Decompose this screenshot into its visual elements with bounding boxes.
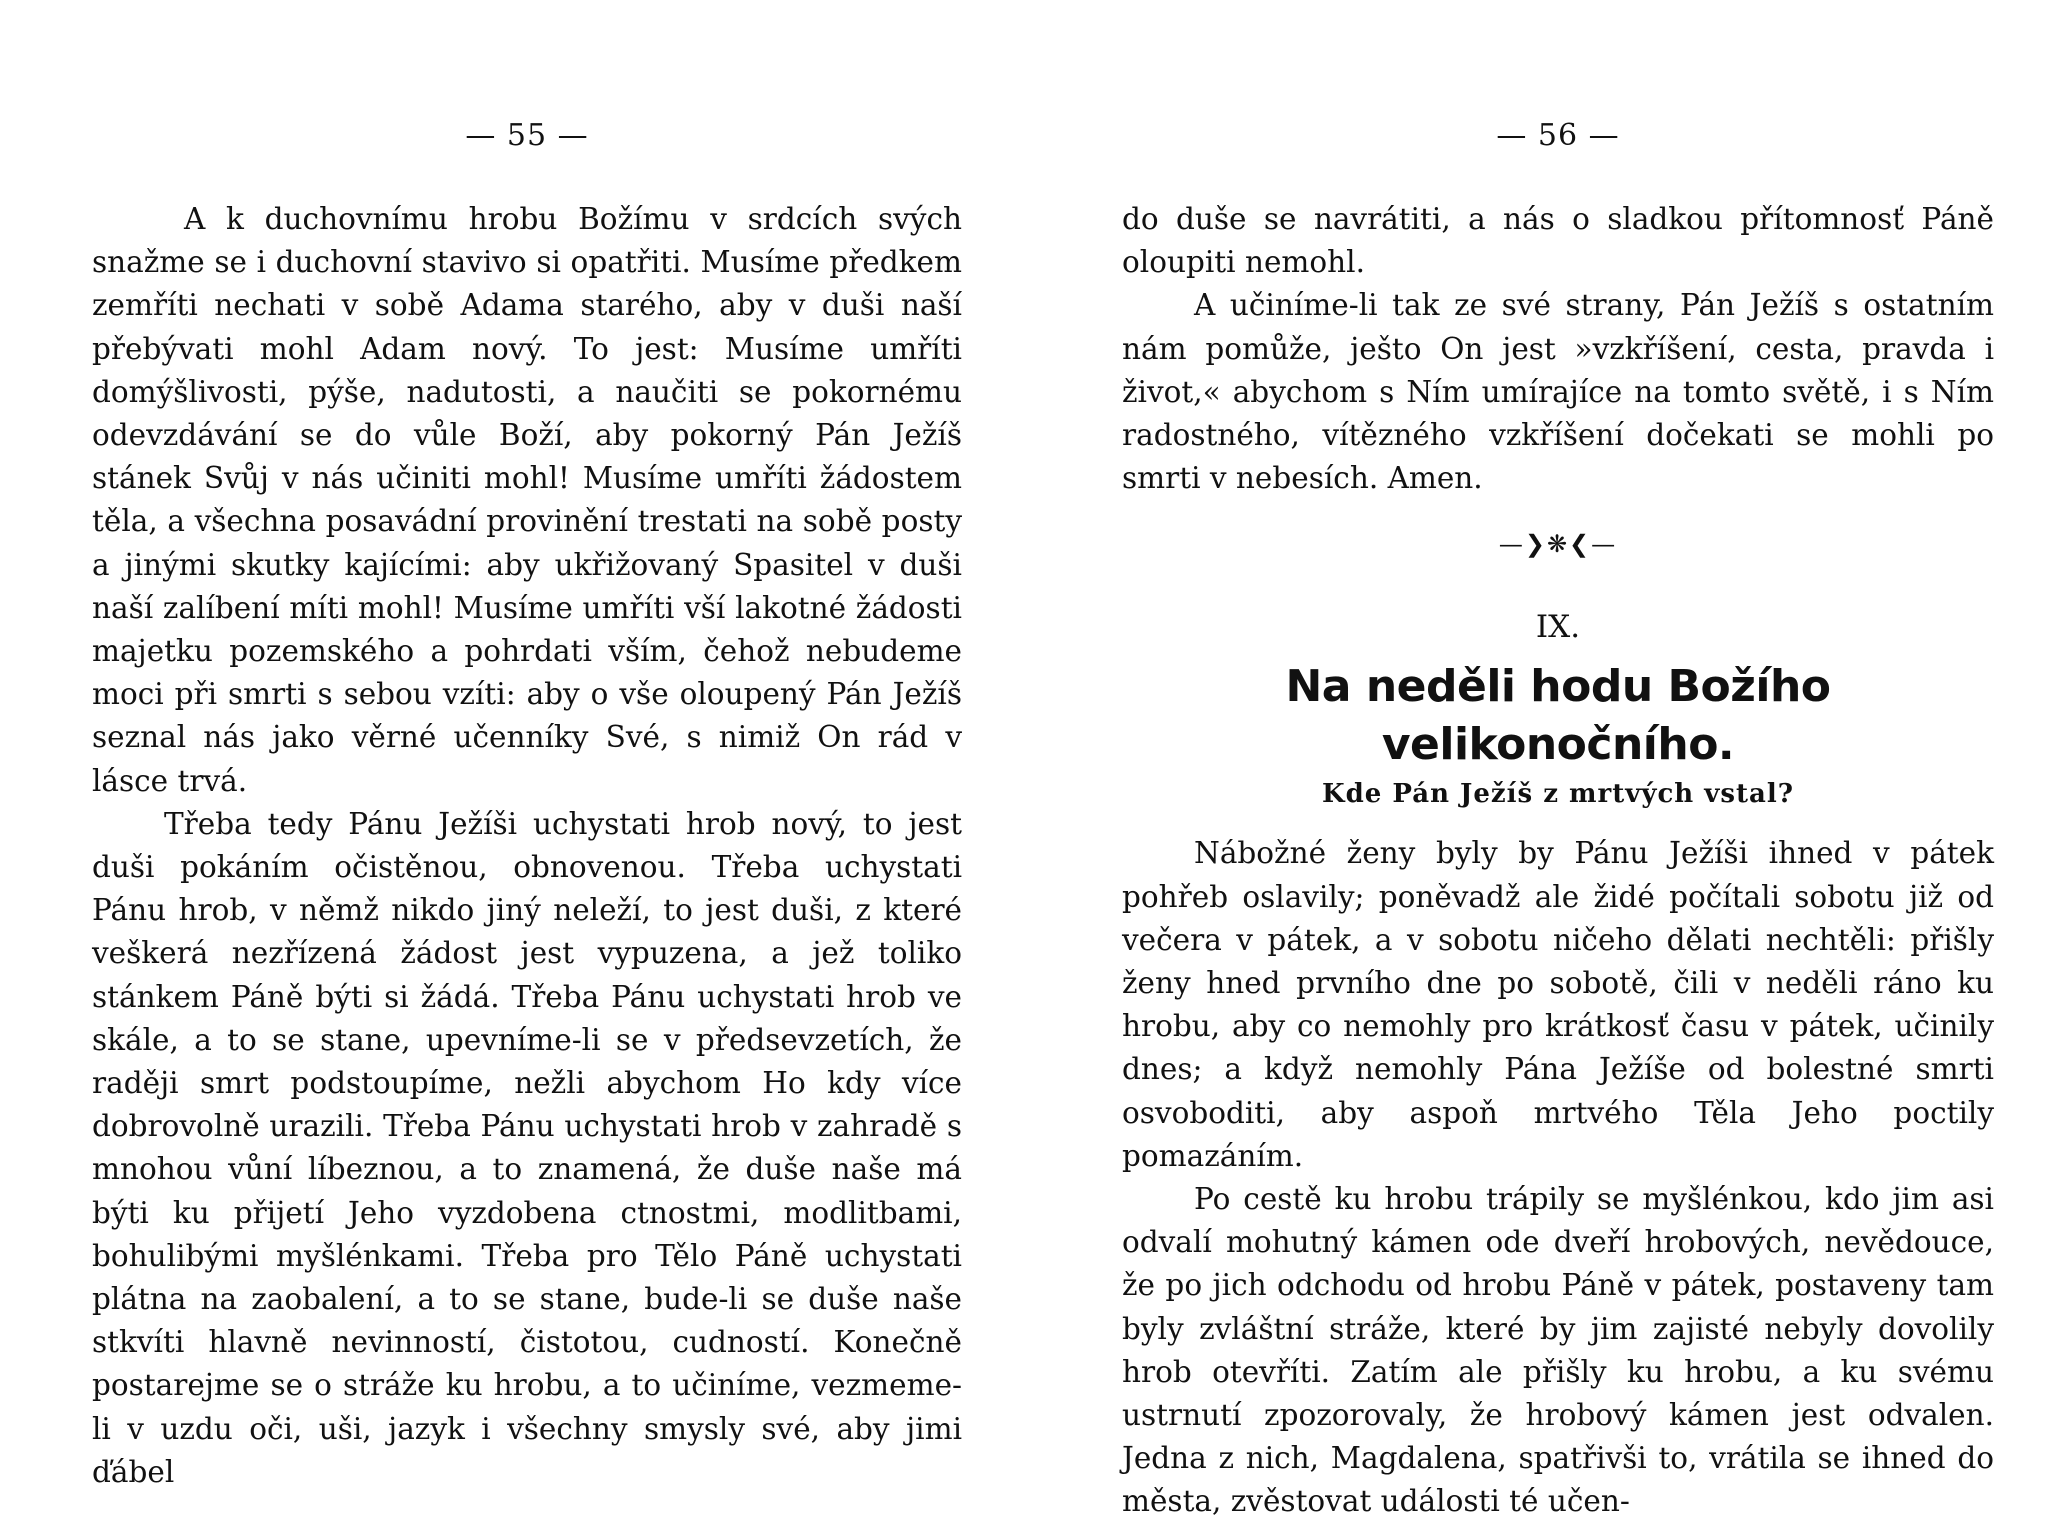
right-page <box>1122 0 1994 1519</box>
section-ornament: —❯❋❮— <box>1498 530 1618 559</box>
paragraph: Nábožné ženy byly by Pánu Ježíši ihned v pátek pohřeb oslavily; poněvadž ale židé počítali sobotu již od večera v pátek, a v sobotu ničeho dělati nechtěli: přišly ženy hned prvního dne po sobotě, čili v neděli ráno ku hrobu, aby co nemohly pro krátkosť času v pátek, učinily dnes; a když nemohly Pána Ježíše od bolestné smrti osvoboditi, aby aspoň mrtvého Těla Jeho poctily pomazáním. <box>1122 836 1994 1173</box>
paragraph: A k duchovnímu hrobu Božímu v srdcích svých snažme se i duchovní stavivo si opatřiti. Musíme předkem zemříti nechati v sobě Adama starého, aby v duši naší přebývati mohl Adam nový. To jest: Musíme umříti domýšlivosti, pýše, nadutosti, a naučiti se pokornému odevzdávání se do vůle Boží, aby pokorný Pán Ježíš stánek Svůj v nás učiniti mohl! Musíme umříti žádostem těla, a všechna posavádní provinění trestati na sobě posty a jinými skutky kajícími: aby ukřižovaný Spasitel v duši naší zalíbení míti mohl! Musíme umříti vší lakotné žádosti majetku pozemského a pohrdati vším, čehož nebudeme moci při smrti s sebou vzíti: aby o vše oloupený Pán Ježíš seznal nás jako věrné učenníky Své, s nimiž On rád v lásce trvá. <box>92 202 962 798</box>
chapter-number: IX. <box>1535 609 1581 646</box>
paragraph: Po cestě ku hrobu trápily se myšlénkou, kdo jim asi odvalí mohutný kámen ode dveří hrobových, nevědouce, že po jich odchodu od hrobu Páně v pátek, postaveny tam byly zvláštní stráže, které by jim zajisté nebyly dovolily hrob otevříti. Zatím ale přišly ku hrobu, a ku svému ustrnutí zpozorovaly, že hrobový kámen jest odvalen. Jedna z nich, Magdalena, spatřivši to, vrátila se ihned do města, zvěstovat události té učen- <box>1122 1182 1994 1519</box>
paragraph: Třeba tedy Pánu Ježíši uchystati hrob nový, to jest duši pokáním očistěnou, obnovenou. Třeba uchystati Pánu hrob, v němž nikdo jiný neleží, to jest duši, z které veškerá nezřízená žádost jest vypuzena, a jež toliko stánkem Páně býti si žádá. Třeba Pánu uchystati hrob ve skále, a to se stane, upevníme-li se v předsevzetích, že raději smrt podstoupíme, nežli abychom Ho kdy více dobrovolně urazili. Třeba Pánu uchystati hrob v zahradě s mnohou vůní líbeznou, a to znamená, že duše naše má býti ku přijetí Jeho vyzdobena ctnostmi, modlitbami, bohulibými myšlénkami. Třeba pro Tělo Páně uchystati plátna na zaobalení, a to se stane, bude-li se duše naše stkvíti hlavně nevinností, čistotou, cudností. Konečně postarejme se o stráže ku hrobu, a to učiníme, vezmeme-li v uzdu oči, uši, jazyk i všechny smysly své, aby jimi ďábel <box>92 806 962 1489</box>
paragraph: A učiníme-li tak ze své strany, Pán Ježíš s ostatním nám pomůže, ješto On jest »vzkříšení, cesta, pravda i život,« abychom s Ním umírajíce na tomto světě, i s Ním radostného, vítězného vzkříšení dočekati se mohli po smrti v nebesích. Amen. <box>1122 288 1994 496</box>
page-number-right: — 56 — <box>1496 118 1620 153</box>
left-page-body <box>92 198 962 1494</box>
left-page <box>92 0 962 1500</box>
chapter-title: Na neděli hodu Božího velikonočního. <box>1285 661 1831 771</box>
paragraph: do duše se navrátiti, a nás o sladkou přítomnosť Páně oloupiti nemohl. <box>1122 202 1994 280</box>
page-number-left: — 55 — <box>465 118 589 153</box>
chapter-subtitle: Kde Pán Ježíš z mrtvých vstal? <box>1322 779 1794 810</box>
right-page-body <box>1122 198 1994 1524</box>
